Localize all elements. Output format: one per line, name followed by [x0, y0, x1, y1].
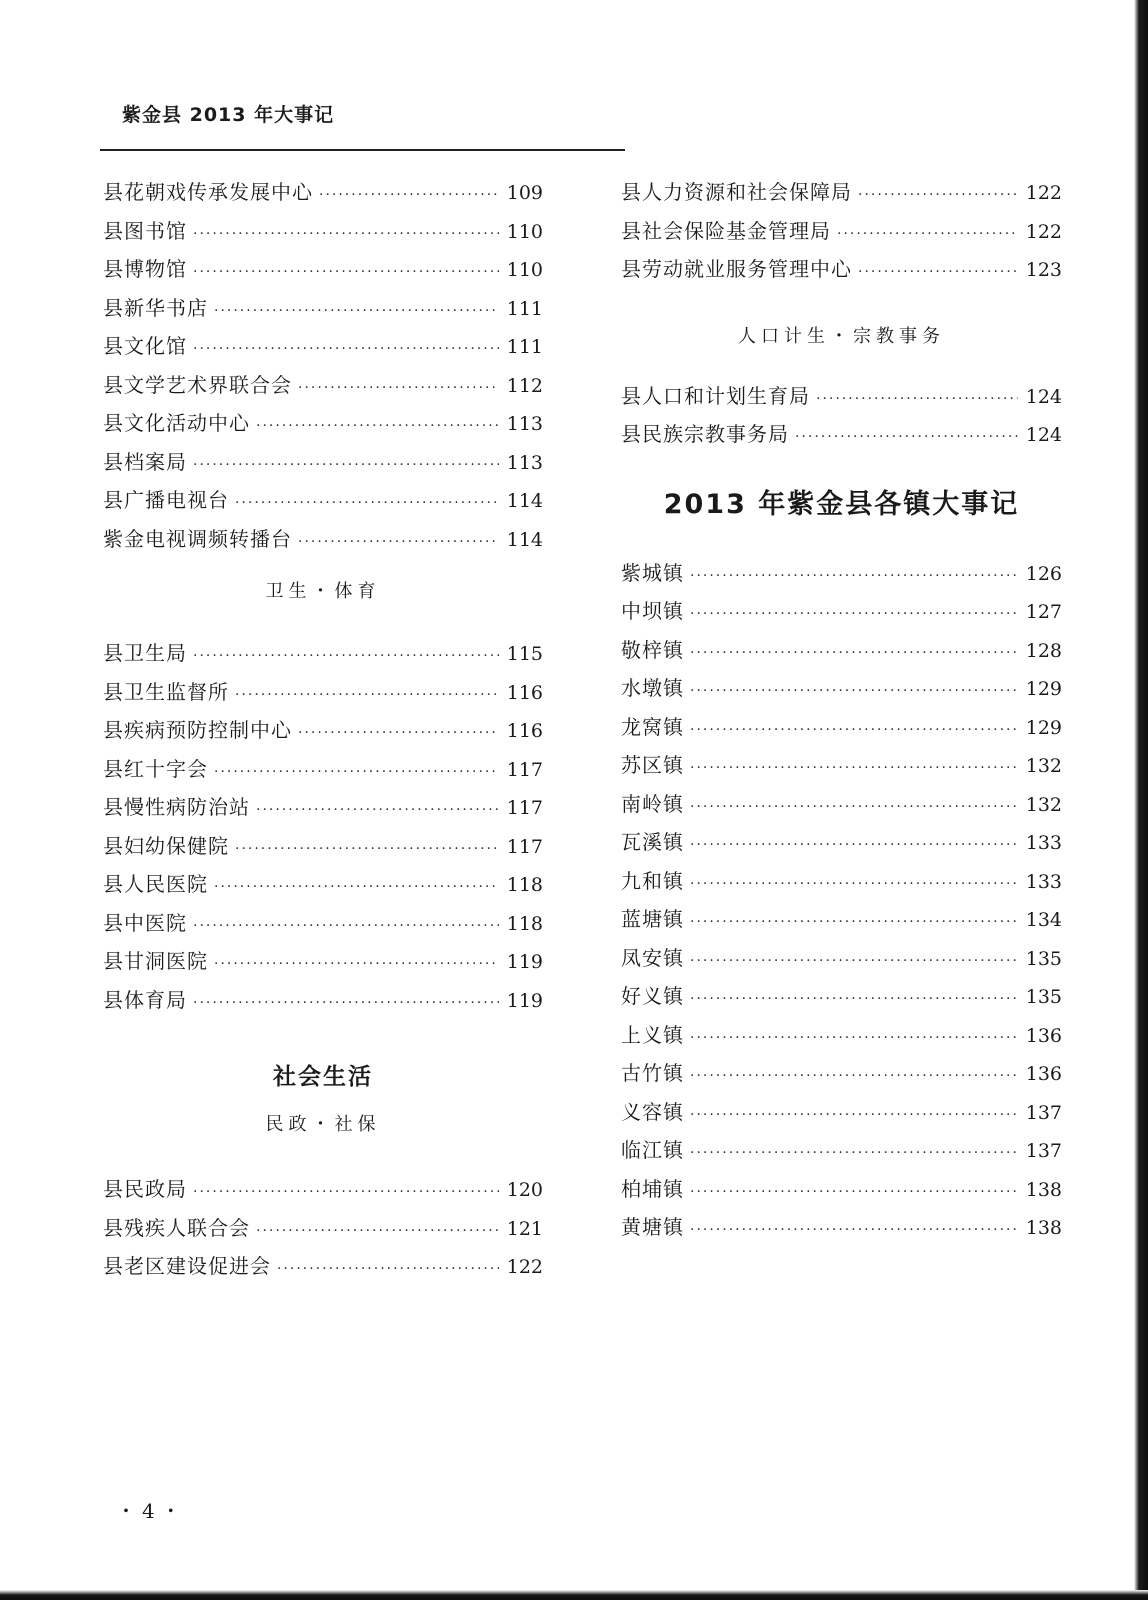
toc-entry	[621, 1096, 1062, 1135]
toc-entry	[621, 634, 1062, 673]
toc-entry-title: 县人力资源和社会保障局	[621, 180, 852, 204]
toc-entry-page: 113	[506, 413, 543, 435]
toc-entry	[103, 868, 543, 907]
toc-entry-page: 136	[1025, 1024, 1062, 1047]
toc-left-column	[103, 176, 543, 1289]
toc-entry-page: 136	[1025, 1063, 1062, 1085]
section-title-social-life: 社会生活	[273, 1064, 373, 1090]
toc-entry-page: 138	[1025, 1217, 1062, 1239]
toc-entry	[103, 330, 543, 369]
toc-entry-page: 120	[506, 1179, 543, 1201]
toc-dot-leader	[235, 495, 499, 511]
toc-entry	[621, 711, 1062, 750]
toc-dot-leader	[858, 187, 1018, 203]
toc-entry	[103, 369, 543, 408]
toc-entry-title: 县图书馆	[103, 218, 187, 243]
toc-entry-page: 118	[506, 912, 543, 935]
toc-entry-page: 119	[506, 989, 543, 1012]
toc-entry	[621, 788, 1062, 827]
toc-entry-title: 好义镇	[621, 984, 684, 1008]
toc-entry	[103, 1212, 543, 1251]
toc-entry-page: 117	[506, 758, 543, 781]
page-number: ・4・	[116, 1499, 187, 1523]
toc-entry-title: 县中医院	[103, 910, 187, 935]
toc-entry-title: 苏区镇	[621, 753, 684, 777]
subhead-population-religion: 人口计生・宗教事务	[738, 325, 945, 347]
toc-dot-leader	[319, 187, 499, 203]
scan-edge-bottom	[0, 1590, 1148, 1600]
toc-dot-leader	[690, 606, 1018, 622]
toc-dot-leader	[837, 226, 1018, 242]
toc-dot-leader	[690, 1068, 1018, 1084]
toc-entry-title: 义容镇	[621, 1099, 684, 1124]
toc-entry-page: 133	[1025, 870, 1062, 893]
toc-dot-leader	[298, 380, 499, 396]
toc-entry-page: 135	[1025, 947, 1062, 970]
toc-entry	[621, 980, 1062, 1019]
toc-entry-title: 县甘洞医院	[103, 949, 208, 973]
toc-dot-leader	[298, 534, 499, 550]
toc-dot-leader	[277, 1261, 499, 1277]
toc-entry	[621, 1019, 1062, 1058]
toc-entry-title: 凤安镇	[621, 945, 684, 970]
toc-entry-page: 138	[1025, 1178, 1062, 1201]
toc-dot-leader	[193, 995, 499, 1011]
toc-entry-title: 紫城镇	[621, 560, 684, 585]
toc-entry-page: 110	[506, 220, 543, 243]
toc-dot-leader	[690, 568, 1018, 584]
toc-entry-title: 县社会保险基金管理局	[621, 218, 831, 243]
toc-right-column	[621, 176, 1062, 1250]
toc-dot-leader	[690, 645, 1018, 661]
toc-dot-leader	[858, 264, 1018, 280]
toc-dot-leader	[690, 1030, 1018, 1046]
toc-entry-page: 133	[1025, 832, 1062, 854]
toc-entry-title: 县劳动就业服务管理中心	[621, 257, 852, 281]
toc-entry-page: 128	[1025, 639, 1062, 662]
toc-entry	[103, 676, 543, 715]
toc-entry-title: 县民族宗教事务局	[621, 422, 789, 446]
toc-entry-page: 122	[1025, 182, 1062, 204]
toc-dot-leader	[193, 648, 499, 664]
toc-entry	[103, 984, 543, 1023]
toc-entry-page: 127	[1025, 601, 1062, 623]
toc-entry	[621, 1173, 1062, 1212]
toc-entry-title: 县老区建设促进会	[103, 1254, 271, 1278]
toc-entry-page: 124	[1025, 385, 1062, 408]
toc-entry	[103, 446, 543, 485]
toc-dot-leader	[193, 457, 499, 473]
toc-entry-page: 115	[506, 643, 543, 665]
toc-dot-leader	[690, 683, 1018, 699]
toc-dot-leader	[816, 391, 1018, 407]
toc-entry-page: 110	[506, 259, 543, 281]
toc-entry	[103, 215, 543, 254]
toc-entry-page: 126	[1025, 562, 1062, 585]
toc-dot-leader	[214, 303, 499, 319]
toc-entry-page: 118	[506, 874, 543, 896]
toc-entry-title: 县疾病预防控制中心	[103, 718, 292, 742]
toc-dot-leader	[795, 429, 1018, 445]
toc-entry-page: 137	[1025, 1101, 1062, 1124]
toc-entry-title: 县文学艺术界联合会	[103, 372, 292, 397]
toc-dot-leader	[690, 1107, 1018, 1123]
toc-entry-title: 县博物馆	[103, 257, 187, 281]
toc-entry	[103, 791, 543, 830]
toc-entry	[621, 1057, 1062, 1096]
toc-entry-title: 敬梓镇	[621, 637, 684, 662]
toc-entry	[103, 1173, 543, 1212]
toc-dot-leader	[690, 1145, 1018, 1161]
toc-entry	[621, 215, 1062, 254]
toc-entry-page: 122	[1025, 220, 1062, 243]
toc-entry-title: 县文化馆	[103, 334, 187, 358]
toc-entry	[621, 253, 1062, 292]
toc-entry-page: 129	[1025, 678, 1062, 700]
toc-entry-page: 134	[1025, 909, 1062, 931]
toc-entry-page: 129	[1025, 716, 1062, 739]
toc-entry-title: 水墩镇	[621, 676, 684, 700]
toc-entry	[103, 637, 543, 676]
toc-entry	[621, 176, 1062, 215]
toc-entry	[621, 749, 1062, 788]
toc-entry-title: 中坝镇	[621, 599, 684, 623]
toc-entry-title: 县卫生监督所	[103, 679, 229, 704]
toc-entry-page: 114	[506, 490, 543, 512]
toc-entry-title: 县残疾人联合会	[103, 1215, 250, 1240]
toc-entry	[103, 714, 543, 753]
toc-dot-leader	[193, 264, 499, 280]
toc-dot-leader	[193, 1184, 499, 1200]
toc-entry	[103, 523, 543, 562]
toc-entry-title: 蓝塘镇	[621, 907, 684, 931]
toc-entry	[621, 903, 1062, 942]
toc-entry-title: 上义镇	[621, 1022, 684, 1047]
toc-dot-leader	[193, 341, 499, 357]
toc-dot-leader	[214, 764, 499, 780]
toc-dot-leader	[193, 226, 499, 242]
toc-entry-page: 116	[506, 681, 543, 704]
toc-entry-title: 县红十字会	[103, 756, 208, 781]
toc-entry-title: 县文化活动中心	[103, 411, 250, 435]
toc-entry-page: 116	[506, 720, 543, 742]
toc-entry	[621, 380, 1062, 419]
toc-entry-title: 九和镇	[621, 868, 684, 893]
toc-entry	[103, 176, 543, 215]
toc-entry-title: 县人口和计划生育局	[621, 383, 810, 408]
toc-entry	[621, 557, 1062, 596]
toc-entry	[103, 253, 543, 292]
toc-entry	[621, 1211, 1062, 1250]
toc-dot-leader	[214, 879, 499, 895]
toc-entry-page: 122	[506, 1256, 543, 1278]
toc-entry-title: 县花朝戏传承发展中心	[103, 180, 313, 204]
toc-dot-leader	[256, 1223, 499, 1239]
toc-group-labor	[621, 176, 1062, 292]
toc-entry-title: 古竹镇	[621, 1061, 684, 1085]
toc-entry	[103, 753, 543, 792]
toc-group-health	[103, 637, 543, 1022]
toc-entry-title: 县新华书店	[103, 295, 208, 320]
toc-entry-title: 县慢性病防治站	[103, 795, 250, 819]
toc-entry	[103, 945, 543, 984]
toc-entry	[621, 672, 1062, 711]
toc-entry-title: 县档案局	[103, 449, 187, 474]
toc-group-culture	[103, 176, 543, 561]
toc-entry-page: 113	[506, 451, 543, 474]
toc-dot-leader	[690, 799, 1018, 815]
toc-entry-title: 临江镇	[621, 1138, 684, 1162]
toc-entry-page: 112	[506, 374, 543, 397]
toc-group-civil	[103, 1173, 543, 1289]
toc-dot-leader	[256, 418, 499, 434]
toc-entry-page: 137	[1025, 1140, 1062, 1162]
toc-group-towns	[621, 557, 1062, 1250]
toc-entry	[103, 407, 543, 446]
header-rule	[100, 149, 625, 151]
toc-entry-title: 县民政局	[103, 1177, 187, 1201]
toc-entry-title: 南岭镇	[621, 791, 684, 816]
toc-dot-leader	[690, 1184, 1018, 1200]
toc-entry-page: 132	[1025, 755, 1062, 777]
toc-dot-leader	[690, 837, 1018, 853]
toc-dot-leader	[235, 687, 499, 703]
toc-entry	[103, 1250, 543, 1289]
toc-entry-title: 紫金电视调频转播台	[103, 526, 292, 551]
toc-entry-page: 109	[506, 182, 543, 204]
toc-entry-title: 县体育局	[103, 987, 187, 1012]
toc-entry	[103, 292, 543, 331]
toc-entry-title: 龙窝镇	[621, 714, 684, 739]
toc-entry-title: 县人民医院	[103, 872, 208, 896]
toc-entry-page: 117	[506, 835, 543, 858]
toc-entry-title: 瓦溪镇	[621, 830, 684, 854]
toc-dot-leader	[690, 722, 1018, 738]
toc-entry-page: 111	[506, 297, 543, 320]
toc-dot-leader	[690, 953, 1018, 969]
toc-dot-leader	[690, 991, 1018, 1007]
toc-entry-title: 县卫生局	[103, 641, 187, 665]
subhead-health-sports: 卫生・体育	[265, 581, 381, 602]
toc-entry	[621, 1134, 1062, 1173]
toc-entry-page: 117	[506, 797, 543, 819]
toc-entry	[103, 484, 543, 523]
toc-entry-title: 县广播电视台	[103, 488, 229, 512]
toc-entry	[621, 942, 1062, 981]
section-title-towns: 2013 年紫金县各镇大事记	[663, 488, 1020, 520]
toc-group-population	[621, 380, 1062, 457]
toc-entry-page: 119	[506, 951, 543, 973]
toc-entry	[103, 830, 543, 869]
toc-entry-title: 柏埔镇	[621, 1176, 684, 1201]
toc-entry	[103, 907, 543, 946]
toc-entry-page: 111	[506, 336, 543, 358]
running-head: 紫金县 2013 年大事记	[122, 104, 335, 126]
toc-dot-leader	[256, 802, 499, 818]
toc-entry	[621, 826, 1062, 865]
toc-entry	[621, 418, 1062, 457]
toc-entry-page: 124	[1025, 424, 1062, 446]
toc-dot-leader	[690, 760, 1018, 776]
toc-entry	[621, 595, 1062, 634]
toc-entry-page: 121	[506, 1217, 543, 1240]
subhead-civil-social-security: 民政・社保	[265, 1114, 381, 1135]
toc-dot-leader	[690, 1222, 1018, 1238]
toc-dot-leader	[298, 725, 499, 741]
toc-dot-leader	[690, 914, 1018, 930]
toc-dot-leader	[690, 876, 1018, 892]
scan-edge-right	[1134, 0, 1148, 1600]
toc-entry-page: 114	[506, 528, 543, 551]
toc-entry-title: 黄塘镇	[621, 1215, 684, 1239]
toc-entry-page: 135	[1025, 986, 1062, 1008]
toc-dot-leader	[193, 918, 499, 934]
toc-dot-leader	[214, 956, 499, 972]
toc-entry-page: 123	[1025, 259, 1062, 281]
toc-entry	[621, 865, 1062, 904]
toc-dot-leader	[235, 841, 499, 857]
toc-entry-page: 132	[1025, 793, 1062, 816]
toc-entry-title: 县妇幼保健院	[103, 833, 229, 858]
